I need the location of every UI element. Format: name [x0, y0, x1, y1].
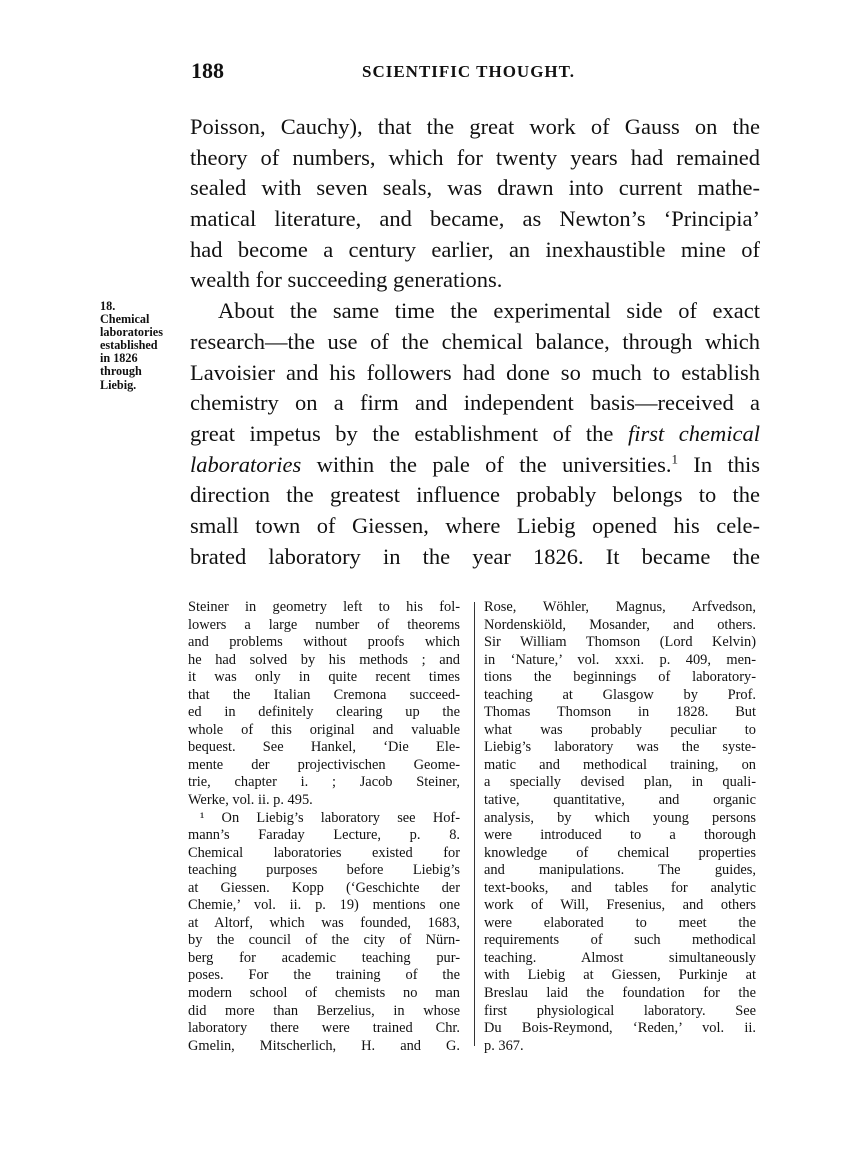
footnote-line: p. 367.: [484, 1037, 524, 1054]
text-segment: In this: [678, 451, 760, 477]
footnote-line: text-books, and tables for analytic: [484, 879, 756, 896]
margin-note-line: 18.: [100, 299, 116, 313]
text-line: sealed with seven seals, was drawn into current mathe-: [190, 175, 760, 201]
footnote-line: Breslau laid the foundation for the: [484, 985, 756, 1002]
footnote-line: by the council of the city of Nürn-: [188, 932, 460, 949]
footnote-line: Thomas Thomson in 1828. But: [484, 704, 756, 721]
margin-note-line: through: [100, 364, 142, 379]
text-line: [190, 419, 760, 450]
footnote-line: Rose, Wöhler, Magnus, Arfvedson,: [484, 599, 756, 615]
text-line: Lavoisier and his followers had done so much to establish: [190, 359, 760, 385]
text-segment: within the pale of the universities.: [301, 451, 672, 477]
footnote-line: Chemical laboratories existed for: [188, 844, 460, 861]
footnote-line: teaching purposes before Liebig’s: [188, 862, 460, 879]
footnote-line: berg for academic teaching pur-: [188, 949, 460, 966]
footnote-line: Nordenskiöld, Mosander, and others.: [484, 616, 756, 633]
footnote-line: analysis, by which young persons: [484, 809, 756, 826]
footnote-line: tative, quantitative, and organic: [484, 792, 756, 809]
footnote-line: and manipulations. The guides,: [484, 862, 756, 879]
footnote-line: knowledge of chemical properties: [484, 844, 756, 861]
footnote-column-left: [188, 599, 460, 1055]
margin-note-line: laboratories: [100, 325, 163, 340]
footnote-line: teaching at Glasgow by Prof.: [484, 686, 756, 703]
text-line: [190, 450, 760, 481]
footnote-line: Du Bois-Reymond, ‘Reden,’ vol. ii.: [484, 1020, 756, 1037]
footnote-line: were elaborated to meet the: [484, 914, 756, 931]
footnote-line: Chemie,’ vol. ii. p. 19) mentions one: [188, 897, 460, 914]
footnote-line: that the Italian Cremona succeed-: [188, 686, 460, 703]
main-text: [190, 112, 760, 572]
footnote-line: Werke, vol. ii. p. 495.: [188, 792, 313, 809]
text-line: direction the greatest influence probably belongs to the: [190, 482, 760, 508]
footnote-line: bequest. See Hankel, ‘Die Ele-: [188, 739, 460, 756]
margin-note-line: established: [100, 338, 158, 353]
footnote-line: lowers a large number of theorems: [188, 616, 460, 633]
footnote-line: in ‘Nature,’ vol. xxxi. p. 409, men-: [484, 651, 756, 668]
footnote-line: Liebig’s laboratory was the syste-: [484, 739, 756, 756]
footnote-line: teaching. Almost simultaneously: [484, 949, 756, 966]
margin-note: [100, 300, 180, 392]
footnote-line: first physiological laboratory. See: [484, 1002, 756, 1019]
footnote-line: Steiner in geometry left to his fol-: [188, 599, 460, 615]
footnote-line: whole of this original and valuable: [188, 721, 460, 738]
footnote-line: modern school of chemists no man: [188, 985, 460, 1002]
text-line: Poisson, Cauchy), that the great work of Gauss on the: [190, 114, 760, 139]
margin-note-line: Chemical: [100, 312, 150, 327]
footnote-line: at Giessen. Kopp (‘Geschichte der: [188, 879, 460, 896]
footnote-marker: 1: [671, 451, 678, 467]
page-number: 188: [191, 58, 224, 83]
text-line: small town of Giessen, where Liebig opened his cele-: [190, 512, 760, 538]
text-line: matical literature, and became, as Newton’s ‘Principia’: [190, 206, 760, 232]
margin-note-line: in 1826: [100, 351, 138, 366]
footnote-line: requirements of such methodical: [484, 932, 756, 949]
footnote-line: mente der projectivischen Geome-: [188, 756, 460, 773]
footnote-column-divider: [474, 602, 475, 1046]
italic-phrase: first chemical: [627, 420, 760, 446]
footnote-line: Gmelin, Mitscherlich, H. and G.: [188, 1037, 460, 1054]
footnote-line: mann’s Faraday Lecture, p. 8.: [188, 827, 460, 844]
text-line: had become a century earlier, an inexhaustible mine of: [190, 236, 760, 262]
footnote-line: and problems without proofs which: [188, 634, 460, 651]
footnote-line: laboratory there were trained Chr.: [188, 1020, 460, 1037]
footnote-line: were introduced to a thorough: [484, 827, 756, 844]
footnote-line: trie, chapter i. ; Jacob Steiner,: [188, 774, 460, 791]
footnote-line: did more than Berzelius, in whose: [188, 1002, 460, 1019]
text-line: chemistry on a firm and independent basis—received a: [190, 390, 760, 416]
margin-note-line: Liebig.: [100, 377, 137, 392]
text-line: wealth for succeeding generations.: [190, 267, 503, 293]
footnote-line: ed in definitely clearing up the: [188, 704, 460, 721]
footnote-line: work of Will, Fresenius, and others: [484, 897, 756, 914]
footnote-line: at Altorf, which was founded, 1683,: [188, 914, 460, 931]
text-line: research—the use of the chemical balance, through which: [190, 328, 760, 354]
footnote-line: Sir William Thomson (Lord Kelvin): [484, 634, 756, 651]
footnote-line: it was only in quite recent times: [188, 669, 460, 686]
text-segment: great impetus by the establishment of the: [190, 420, 614, 446]
footnote-line: tions the beginnings of laboratory-: [484, 669, 756, 686]
footnote-line: matic and methodical training, on: [484, 756, 756, 773]
footnote-line: ¹ On Liebig’s laboratory see Hof-: [200, 809, 460, 826]
footnote-line: he had solved by his methods ; and: [188, 651, 460, 668]
text-line: About the same time the experimental side of exact: [218, 298, 760, 324]
running-head: SCIENTIFIC THOUGHT.: [362, 62, 575, 81]
footnote-line: what was probably peculiar to: [484, 721, 756, 738]
footnote-line: poses. For the training of the: [188, 967, 460, 984]
footnote-column-right: [484, 599, 756, 1055]
italic-phrase: laboratories: [190, 451, 302, 477]
text-line: brated laboratory in the year 1826. It became the: [190, 543, 760, 569]
footnote-line: with Liebig at Giessen, Purkinje at: [484, 967, 756, 984]
text-line: theory of numbers, which for twenty years had remained: [190, 144, 760, 170]
footnote-line: a specially devised plan, in quali-: [484, 774, 756, 791]
